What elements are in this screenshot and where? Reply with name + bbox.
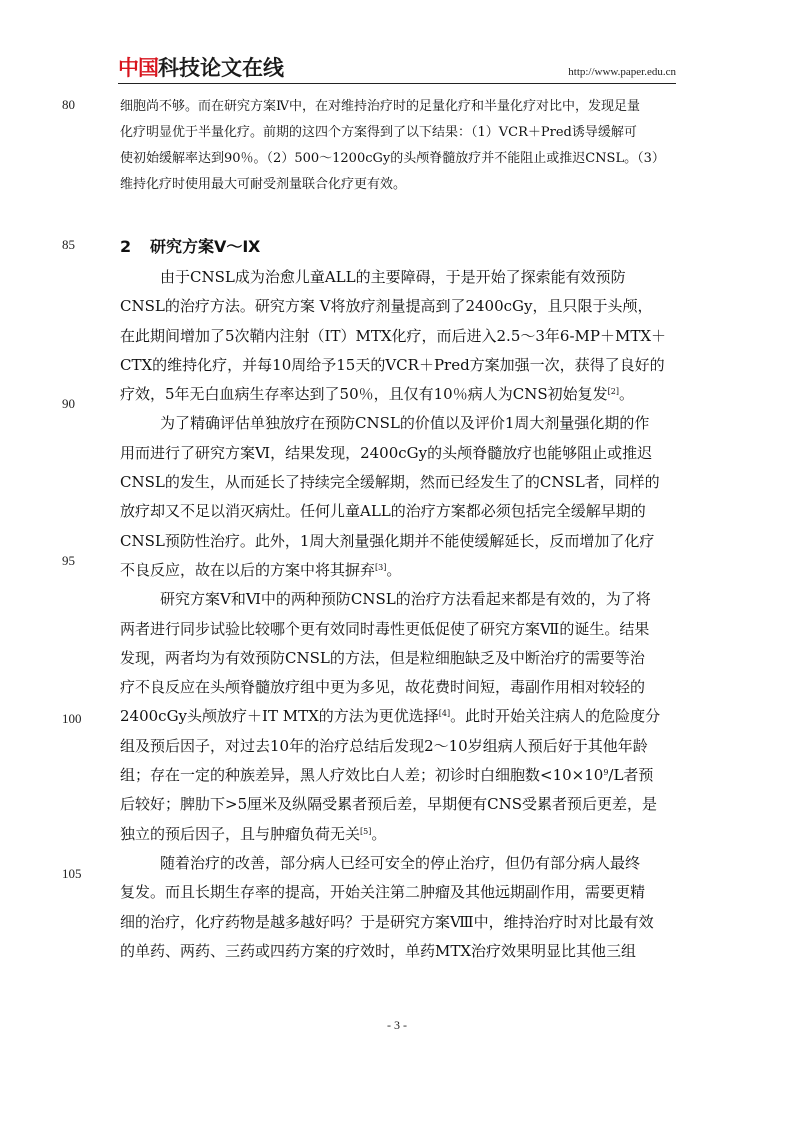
line-text: 为了精确评估单独放疗在预防CNSL的价值以及评价1周大剂量强化期的作 xyxy=(160,414,650,433)
line-text: 独立的预后因子，且与肿瘤负荷无关 xyxy=(120,824,361,843)
line-text: 组；存在一定的种族差异，黑人疗效比白人差；初诊时白细胞数<10×10 xyxy=(120,766,604,785)
logo-red-text: 中国 xyxy=(118,56,158,80)
text-line xyxy=(120,497,678,526)
text-line xyxy=(120,351,678,380)
reference-superscript: [2] xyxy=(607,387,619,397)
text-line xyxy=(120,409,678,438)
text-line: 使初始缓解率达到90％。（2）500～1200cGy的头颅脊髓放疗并不能阻止或推迟CNSL。（3） xyxy=(120,151,665,166)
line-text: CTX的维持化疗，并每10周给予15天的VCR＋Pred方案加强一次，获得了良好的 xyxy=(120,355,665,374)
body-text xyxy=(120,263,678,966)
text-line xyxy=(120,849,678,878)
continuation-paragraph xyxy=(120,94,678,198)
line-tail: 。 xyxy=(618,385,634,404)
section-number: 2 xyxy=(120,237,132,256)
text-line xyxy=(120,761,678,790)
line-text: 研究方案Ⅴ和Ⅵ中的两种预防CNSL的治疗方法看起来都是有效的，为了将 xyxy=(160,590,651,609)
line-text: 放疗却又不足以消灭病灶。任何儿童ALL的治疗方案都必须包括完全缓解早期的 xyxy=(120,502,646,521)
text-line: 细胞尚不够。而在研究方案Ⅳ中，在对维持治疗时的足量化疗和半量化疗对比中，发现足量 xyxy=(120,99,640,114)
text-line xyxy=(120,322,678,351)
text-line xyxy=(120,556,678,585)
line-text: 的单药、两药、三药或四药方案的疗效时，单药MTX治疗效果明显比其他三组 xyxy=(120,941,637,960)
text-line xyxy=(120,937,678,966)
line-text: 用而进行了研究方案Ⅵ，结果发现，2400cGy的头颅脊髓放疗也能够阻止或推迟 xyxy=(120,443,653,462)
line-tail: /L者预 xyxy=(608,766,654,785)
text-line xyxy=(120,908,678,937)
line-text: 发现，两者均为有效预防CNSL的方法，但是粒细胞缺乏及中断治疗的需要等治 xyxy=(120,648,645,667)
reference-superscript: [5] xyxy=(360,826,372,836)
text-line xyxy=(120,292,678,321)
text-line xyxy=(120,380,678,409)
journal-logo xyxy=(118,56,284,82)
text-line xyxy=(120,673,678,702)
page-header xyxy=(118,56,676,84)
line-number: 95 xyxy=(62,553,75,568)
line-text: 在此期间增加了5次鞘内注射（IT）MTX化疗，而后进入2.5～3年6-MP＋MTX＋ xyxy=(120,326,667,345)
text-line xyxy=(120,878,678,907)
line-number: 100 xyxy=(62,711,82,726)
text-line xyxy=(120,585,678,614)
line-text: 两者进行同步试验比较哪个更有效同时毒性更低促使了研究方案Ⅶ的诞生。结果 xyxy=(120,619,650,638)
text-line xyxy=(120,615,678,644)
logo-dark-text: 科技论文在线 xyxy=(158,56,284,80)
line-text: 细的治疗，化疗药物是越多越好吗？于是研究方案Ⅷ中，维持治疗时对比最有效 xyxy=(120,912,654,931)
text-line xyxy=(120,702,678,731)
text-line: 维持化疗时使用最大可耐受剂量联合化疗更有效。 xyxy=(120,177,407,192)
text-line xyxy=(120,820,678,849)
text-line xyxy=(120,527,678,556)
text-line: 化疗明显优于半量化疗。前期的这四个方案得到了以下结果：（1）VCR＋Pred诱导缓解可 xyxy=(120,125,637,140)
section-heading xyxy=(120,234,260,257)
section-title: 研究方案Ⅴ～Ⅸ xyxy=(150,237,261,256)
page-number: - 3 - xyxy=(387,1018,407,1032)
line-text: CNSL的治疗方法。研究方案 Ⅴ将放疗剂量提高到了2400cGy，且只限于头颅， xyxy=(120,297,653,316)
reference-superscript: [4] xyxy=(438,709,451,719)
line-text: 复发。而且长期生存率的提高，开始关注第二肿瘤及其他远期副作用，需要更精 xyxy=(120,883,646,902)
line-text: CNSL的发生，从而延长了持续完全缓解期，然而已经发生了的CNSL者，同样的 xyxy=(120,473,660,492)
line-tail: 。此时开始关注病人的危险度分 xyxy=(450,707,661,726)
line-text: 后较好；脾肋下>5厘米及纵隔受累者预后差，早期便有CNS受累者预后更差，是 xyxy=(120,795,657,814)
line-text: 疗不良反应在头颅脊髓放疗组中更为多见，故花费时间短，毒副作用相对较轻的 xyxy=(120,678,646,697)
text-line xyxy=(120,263,678,292)
line-text: CNSL预防性治疗。此外，1周大剂量强化期并不能使缓解延长，反而增加了化疗 xyxy=(120,531,655,550)
line-tail: 。 xyxy=(386,560,402,579)
reference-superscript: [3] xyxy=(375,562,387,572)
line-text: 疗效，5年无白血病生存率达到了50％，且仅有10％病人为CNS初始复发 xyxy=(120,385,608,404)
line-number: 85 xyxy=(62,237,75,252)
text-line xyxy=(120,644,678,673)
line-number: 105 xyxy=(62,866,82,881)
header-divider xyxy=(118,83,676,84)
line-number: 90 xyxy=(62,396,75,411)
text-line xyxy=(120,732,678,761)
line-text: 2400cGy头颅放疗＋IT MTX的方法为更优选择 xyxy=(120,707,439,726)
line-tail: 。 xyxy=(371,824,387,843)
line-text: 不良反应，故在以后的方案中将其摒弃 xyxy=(120,560,376,579)
line-number: 80 xyxy=(62,97,75,112)
reference-superscript: 9 xyxy=(603,768,609,778)
header-url: http://www.paper.edu.cn xyxy=(568,66,676,78)
line-text: 组及预后因子，对过去10年的治疗总结后发现2～10岁组病人预后好于其他年龄 xyxy=(120,736,648,755)
line-text: 随着治疗的改善，部分病人已经可安全的停止治疗，但仍有部分病人最终 xyxy=(160,853,641,872)
text-line xyxy=(120,468,678,497)
text-line xyxy=(120,439,678,468)
line-text: 由于CNSL成为治愈儿童ALL的主要障碍，于是开始了探索能有效预防 xyxy=(160,268,626,286)
text-line xyxy=(120,790,678,819)
